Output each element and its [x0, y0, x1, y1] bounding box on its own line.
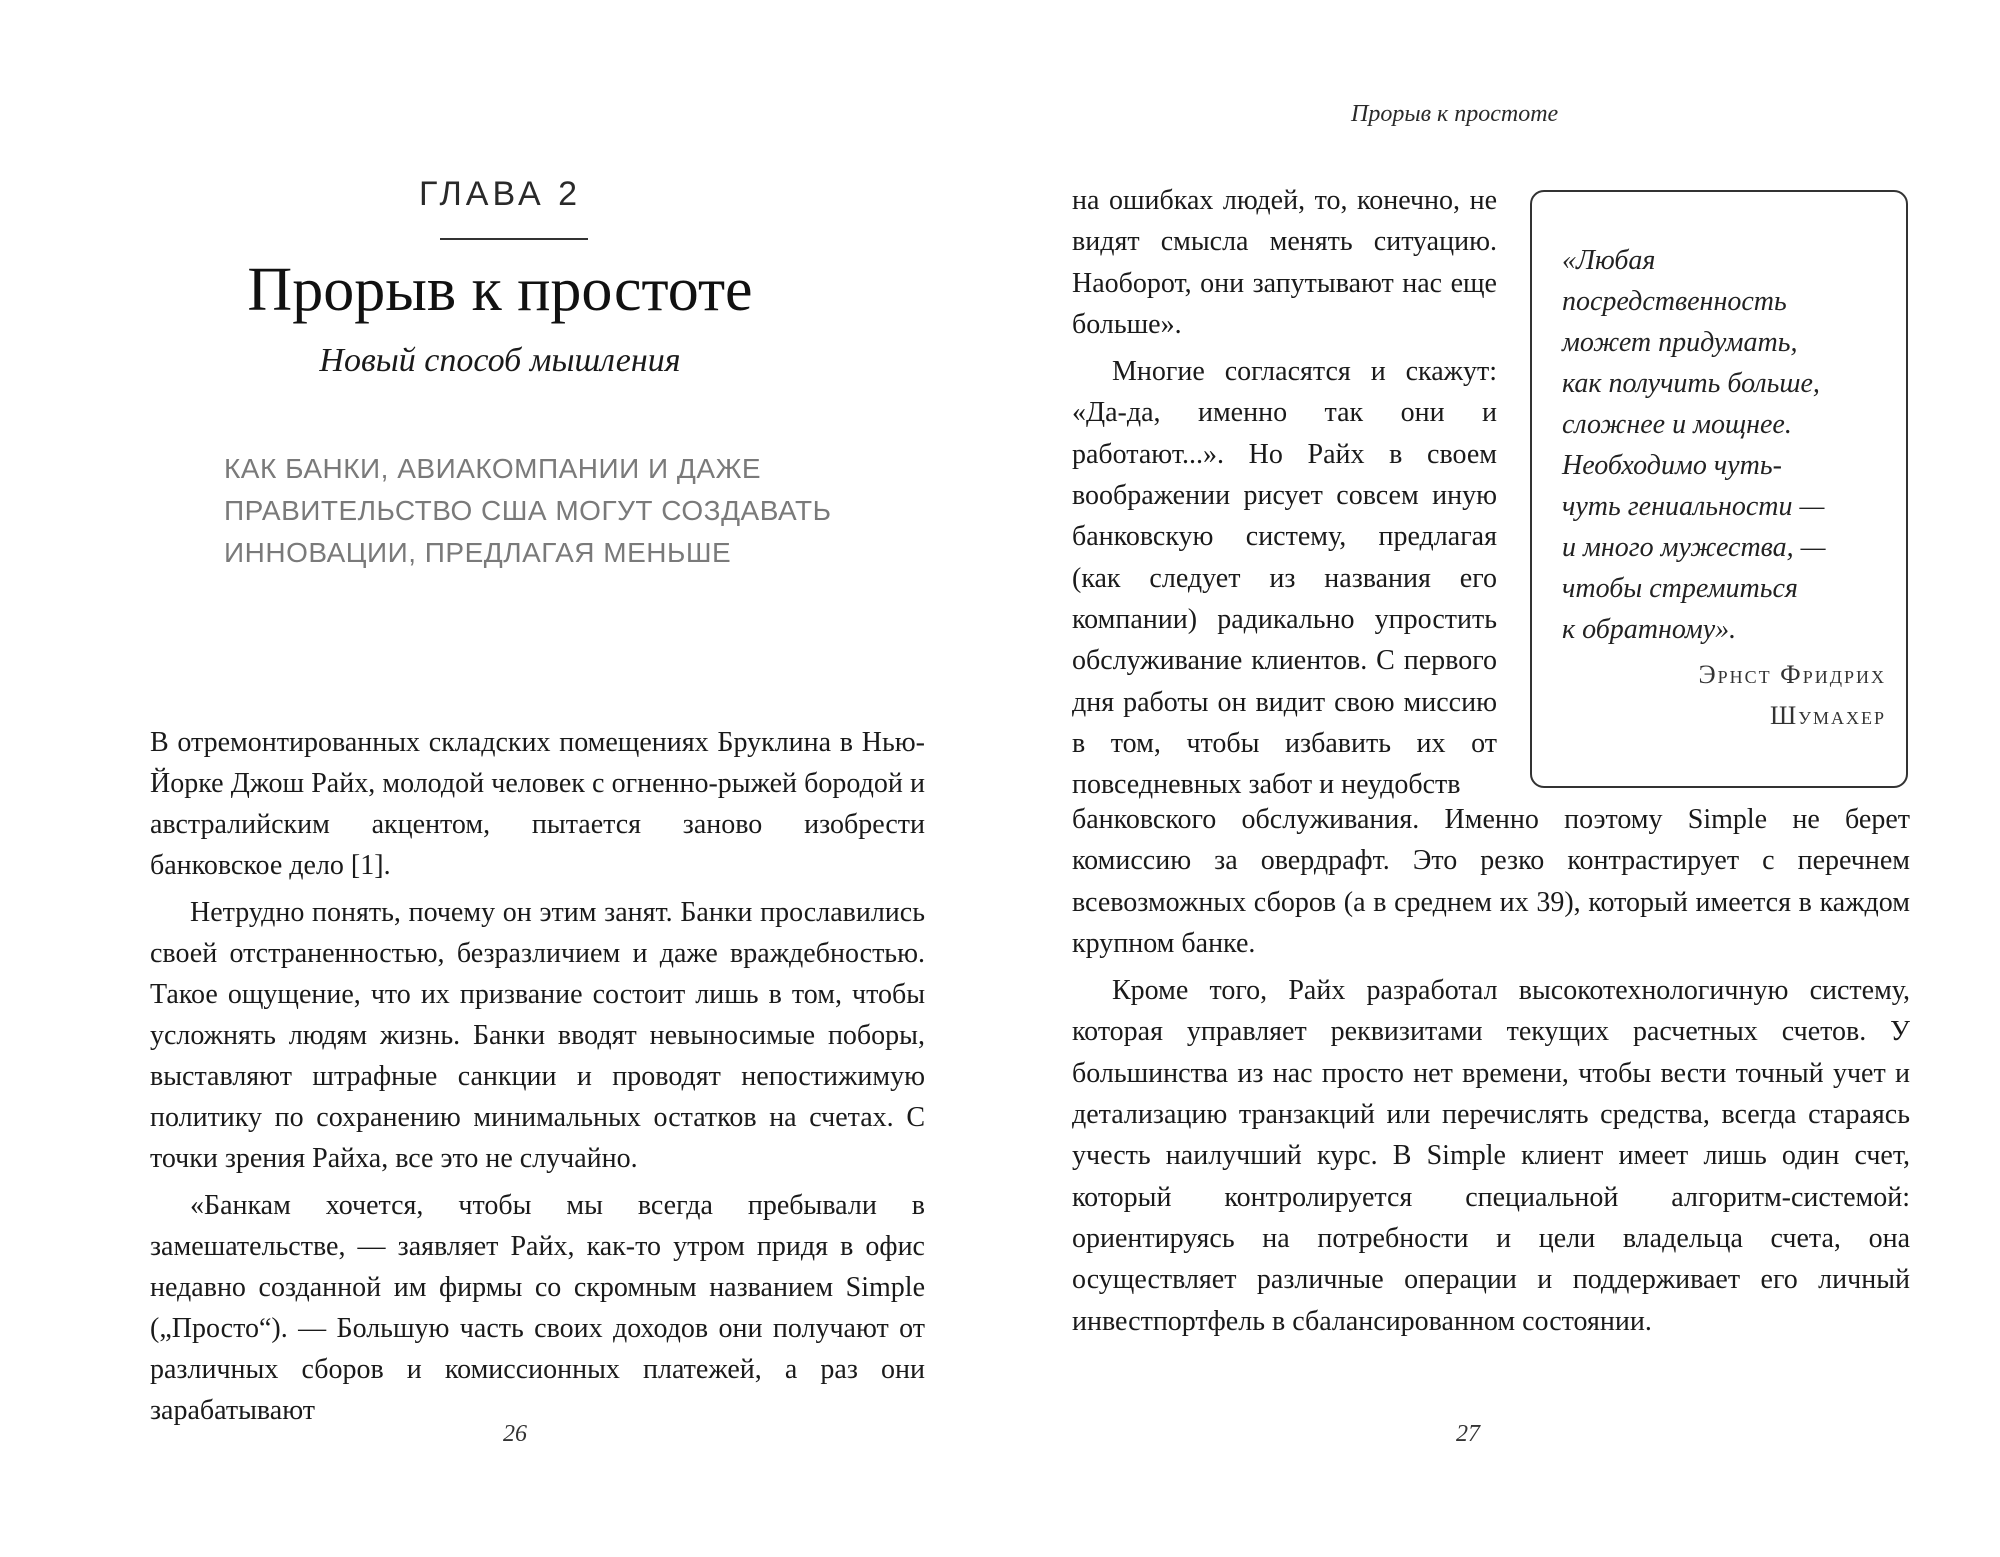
paragraph: Многие согласятся и скажут: «Да-да, именно так они и работают...». Но Райх в своем воображении рисует совсем иную банковскую систему, предлагая (как следует из названия его компании) радикально упростить обслуживание клиентов. С первого дня работы он видит свою миссию в том, чтобы избавить их от повседневных забот и неудобств	[1072, 356, 1497, 801]
page-number: 27	[1456, 1421, 1480, 1447]
paragraph: на ошибках людей, то, конечно, не видят смысла менять ситуацию. Наоборот, они запутывают нас еще больше».	[1072, 185, 1497, 340]
chapter-title: Прорыв к простоте	[247, 256, 753, 324]
quote-author-last-name: Шумахер	[1770, 701, 1886, 730]
right-body-text-top	[1072, 180, 1497, 805]
left-body-text	[150, 722, 925, 1431]
right-page	[1000, 0, 2000, 1557]
paragraph: «Банкам хочется, чтобы мы всегда пребывали в замешательстве, — заявляет Райх, как-то утром придя в офис недавно созданной им фирмы со скромным названием Simple („Просто“). — Большую часть своих доходов они получают от различных сборов и комиссионных платежей, а раз они зарабатывают	[150, 1190, 925, 1426]
quote-author	[1562, 654, 1886, 736]
running-head: Прорыв к простоте	[1351, 101, 1559, 127]
epigraph-quote-box	[1530, 190, 1908, 788]
chapter-label: ГЛАВА 2	[418, 175, 582, 213]
chapter-subtitle: Новый способ мышления	[319, 342, 681, 379]
right-body-text-bottom	[1072, 799, 1910, 1342]
chapter-summary: КАК БАНКИ, АВИАКОМПАНИИ И ДАЖЕ ПРАВИТЕЛЬСТВО США МОГУТ СОЗДАВАТЬ ИННОВАЦИИ, ПРЕДЛАГАЯ МЕНЬШЕ	[224, 453, 832, 568]
quote-text: «Любая посредственность может придумать, как получить больше, сложнее и мощнее. Необходимо чуть- чуть гениальности — и много мужества, — чтобы стремиться к обратному».	[1562, 245, 1826, 645]
paragraph: Нетрудно понять, почему он этим занят. Банки прославились своей отстраненностью, безразличием и даже враждебностью. Такое ощущение, что их призвание состоит лишь в том, чтобы усложнять людям жизнь. Банки вводят невыносимые поборы, выставляют штрафные санкции и проводят непостижимую политику по сохранению минимальных остатков на счетах. С точки зрения Райха, все это не случайно.	[150, 897, 925, 1174]
chapter-divider	[440, 238, 588, 240]
page-number: 26	[503, 1421, 527, 1447]
paragraph: банковского обслуживания. Именно поэтому Simple не берет комиссию за овердрафт. Это резко контрастирует с перечнем всевозможных сборов (а в среднем их 39), который имеется в каждом крупном банке.	[1072, 804, 1910, 959]
paragraph: В отремонтированных складских помещениях Бруклина в Нью-Йорке Джош Райх, молодой человек с огненно-рыжей бородой и австралийским акцентом, пытается заново изобрести банковское дело [1].	[150, 727, 925, 881]
quote-author-first-name: Эрнст Фридрих	[1698, 660, 1886, 689]
paragraph: Кроме того, Райх разработал высокотехнологичную систему, которая управляет реквизитами текущих расчетных счетов. У большинства из нас просто нет времени, чтобы вести точный учет и детализацию транзакций или перечислять средства, всегда стараясь учесть наилучший курс. В Simple клиент имеет лишь один счет, который контролируется специальной алгоритм-системой: ориентируясь на потребности и цели владельца счета, она осуществляет различные операции и поддерживает его личный инвестпортфель в сбалансированном состоянии.	[1072, 975, 1910, 1337]
